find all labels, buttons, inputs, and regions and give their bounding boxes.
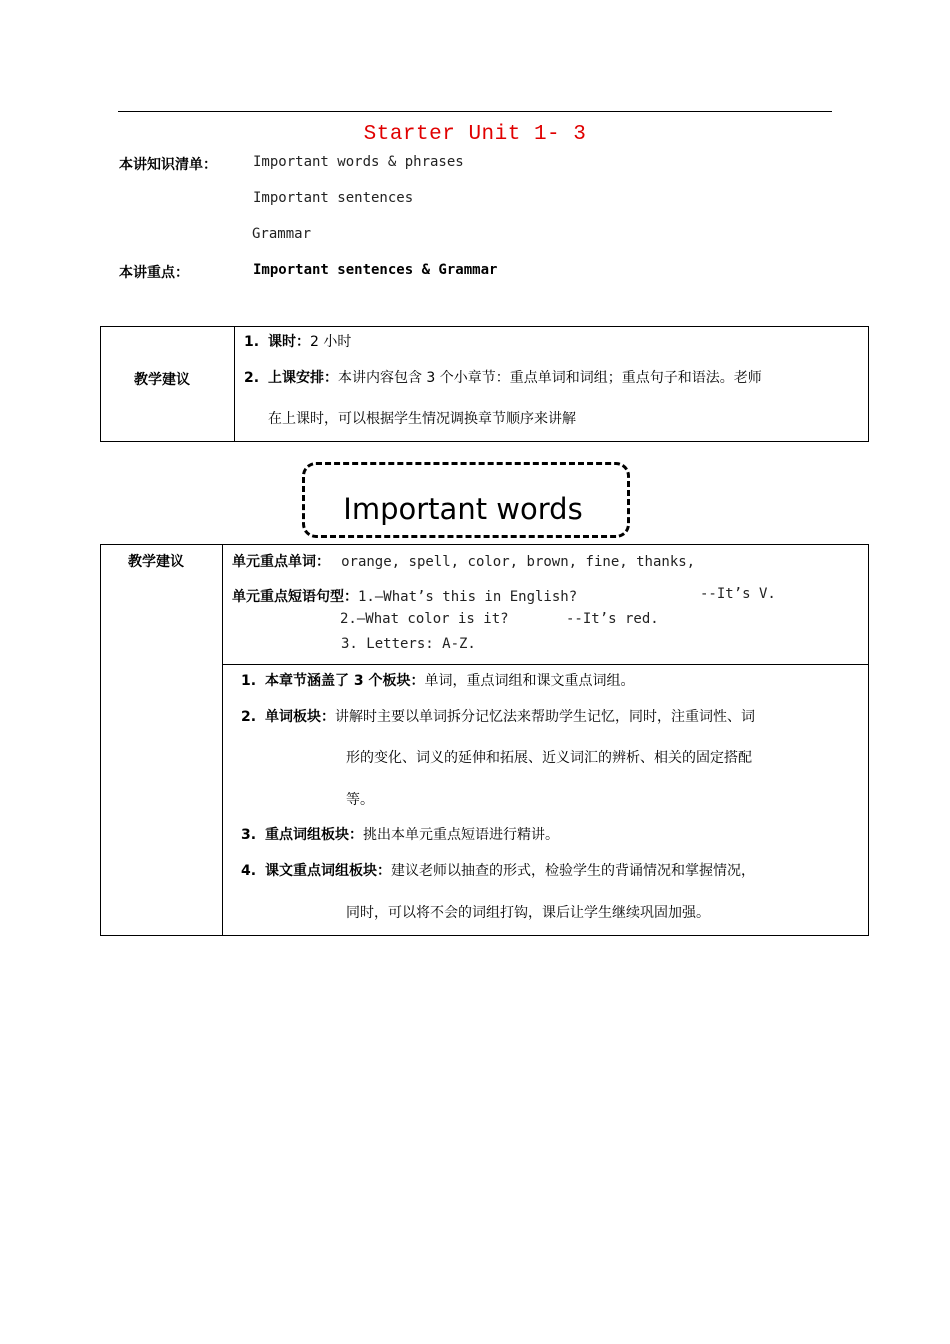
knowledge-label: 本讲知识清单： bbox=[119, 157, 217, 173]
item-number: 3. bbox=[241, 827, 257, 843]
unit-phrases bbox=[232, 586, 577, 606]
item-text: 讲解时主要以单词拆分记忆法来帮助学生记忆，同时，注重词性、词 bbox=[334, 709, 755, 725]
page-title: Starter Unit 1- 3 bbox=[363, 123, 587, 146]
item-label: 上课安排： bbox=[267, 370, 338, 386]
table1-header: 教学建议 bbox=[134, 372, 190, 388]
table2-header: 教学建议 bbox=[128, 554, 184, 570]
item-label: 重点词组板块： bbox=[264, 827, 363, 843]
phrase-2-answer: --It’s red. bbox=[566, 611, 659, 627]
note-item-1 bbox=[241, 670, 634, 690]
item-text: 单词，重点词组和课文重点词组。 bbox=[424, 673, 635, 689]
item-label: 课时： bbox=[267, 334, 310, 350]
header-rule bbox=[118, 111, 832, 112]
item-number: 2. bbox=[241, 709, 257, 725]
table-divider bbox=[234, 326, 235, 441]
words-label: 单元重点单词： bbox=[232, 554, 330, 570]
words-text: orange, spell, color, brown, fine, thanks, bbox=[341, 554, 696, 570]
item-text: 本讲内容包含 3 个小章节：重点单词和词组；重点句子和语法。老师 bbox=[337, 370, 762, 386]
item-label: 本章节涵盖了 3 个板块： bbox=[264, 673, 425, 689]
note-item-2-cont: 等。 bbox=[346, 792, 374, 808]
phrase-3: 3. Letters: A-Z. bbox=[341, 636, 476, 652]
table-row-divider bbox=[222, 664, 868, 665]
item-text: 挑出本单元重点短语进行精讲。 bbox=[362, 827, 559, 843]
focus-value: Important sentences & Grammar bbox=[253, 262, 498, 278]
focus-label: 本讲重点： bbox=[119, 265, 189, 281]
note-item-2-cont: 形的变化、词义的延伸和拓展、近义词汇的辨析、相关的固定搭配 bbox=[346, 750, 752, 766]
phrase-1-answer: --It’s V. bbox=[700, 586, 776, 602]
knowledge-item: Important sentences bbox=[253, 190, 414, 206]
knowledge-item: Grammar bbox=[252, 226, 312, 242]
phrase-2-question: 2.—What color is it? bbox=[340, 611, 509, 627]
item-number: 4. bbox=[241, 863, 257, 879]
table1-item-2 bbox=[244, 367, 762, 387]
note-item-3 bbox=[241, 824, 559, 844]
table1-item-1 bbox=[244, 331, 351, 351]
knowledge-item: Important words & phrases bbox=[253, 154, 464, 170]
phrases-label: 单元重点短语句型： bbox=[232, 589, 358, 605]
item-number: 1. bbox=[244, 334, 260, 350]
item-number: 1. bbox=[241, 673, 257, 689]
note-item-4-cont: 同时，可以将不会的词组打钩，课后让学生继续巩固加强。 bbox=[346, 905, 710, 921]
note-item-4 bbox=[241, 860, 755, 880]
table-divider bbox=[222, 544, 223, 935]
unit-words bbox=[232, 551, 695, 571]
item-text: 2 小时 bbox=[309, 334, 352, 350]
section-banner-title: Important words bbox=[343, 492, 583, 526]
item-label: 课文重点词组板块： bbox=[264, 863, 391, 879]
phrase-1-question: 1.—What’s this in English? bbox=[358, 589, 578, 605]
item-label: 单词板块： bbox=[264, 709, 335, 725]
item-number: 2. bbox=[244, 370, 260, 386]
table1-item-2-cont: 在上课时，可以根据学生情况调换章节顺序来讲解 bbox=[268, 411, 576, 427]
note-item-2 bbox=[241, 706, 755, 726]
item-text: 建议老师以抽查的形式，检验学生的背诵情况和掌握情况， bbox=[390, 863, 755, 879]
